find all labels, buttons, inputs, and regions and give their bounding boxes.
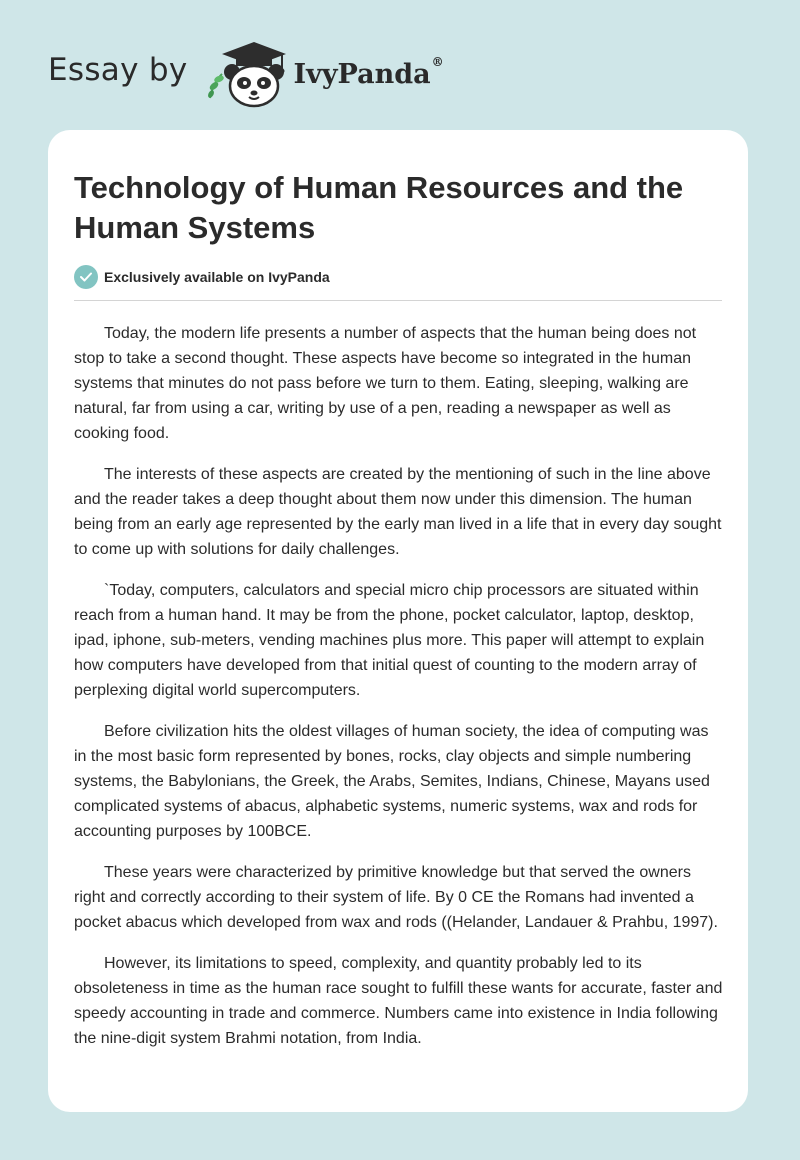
paragraph: The interests of these aspects are created by the mentioning of such in the line above and the reader takes a deep thought about them now under this dimension. The human being from an early age represented by the early man lived in a life that in every day sought to come up with solutions for daily challenges.	[74, 466, 722, 558]
registered-mark: ®	[431, 54, 444, 69]
essay-card	[48, 130, 748, 1112]
page-title: Technology of Human Resources and the Human Systems	[74, 170, 684, 245]
paragraph: Today, the modern life presents a number of aspects that the human being does not stop to take a second thought. These aspects have become so integrated in the human systems that minutes do not pass before we turn to them. Eating, sleeping, walking are natural, far from using a car, writing by use of a pen, reading a newspaper as well as cooking food.	[74, 325, 697, 442]
brand-name[interactable]: IvyPanda®	[293, 54, 444, 90]
paragraph: Before civilization hits the oldest villages of human society, the idea of computing was in the most basic form represented by bones, rocks, clay objects and simple numbering systems, the Babylonians, the Greek, the Arabs, Semites, Indians, Chinese, Mayans used complicated systems of abacus, alphabetic systems, numeric systems, wax and rods for accounting purposes by 100BCE.	[74, 723, 710, 840]
exclusive-badge	[74, 265, 722, 289]
essay-by-label: Essay by	[48, 52, 188, 88]
paragraph: These years were characterized by primitive knowledge but that served the owners right and correctly according to their system of life. By 0 CE the Romans had invented a pocket abacus which developed from wax and rods ((Helander, Landauer & Prahbu, 1997).	[74, 864, 718, 931]
paragraph: However, its limitations to speed, complexity, and quantity probably led to its obsoleteness in time as the human race sought to fulfill these wants for accurate, faster and speedy accounting in trade and commerce. Numbers came into existence in India following the nine-digit system Brahmi notation, from India.	[74, 955, 723, 1047]
site-header	[48, 36, 444, 108]
check-icon	[74, 265, 98, 289]
panda-graduate-icon[interactable]	[202, 36, 292, 108]
paragraph: `Today, computers, calculators and special micro chip processors are situated within reach from a human hand. It may be from the phone, pocket calculator, laptop, desktop, ipad, iphone, sub-meters, vending machines plus more. This paper will attempt to explain how computers have developed from that initial quest of counting to the modern array of perplexing digital world supercomputers.	[74, 582, 705, 699]
essay-body	[74, 321, 724, 1051]
title-divider	[74, 300, 722, 301]
exclusive-label: Exclusively available on IvyPanda	[104, 269, 330, 285]
